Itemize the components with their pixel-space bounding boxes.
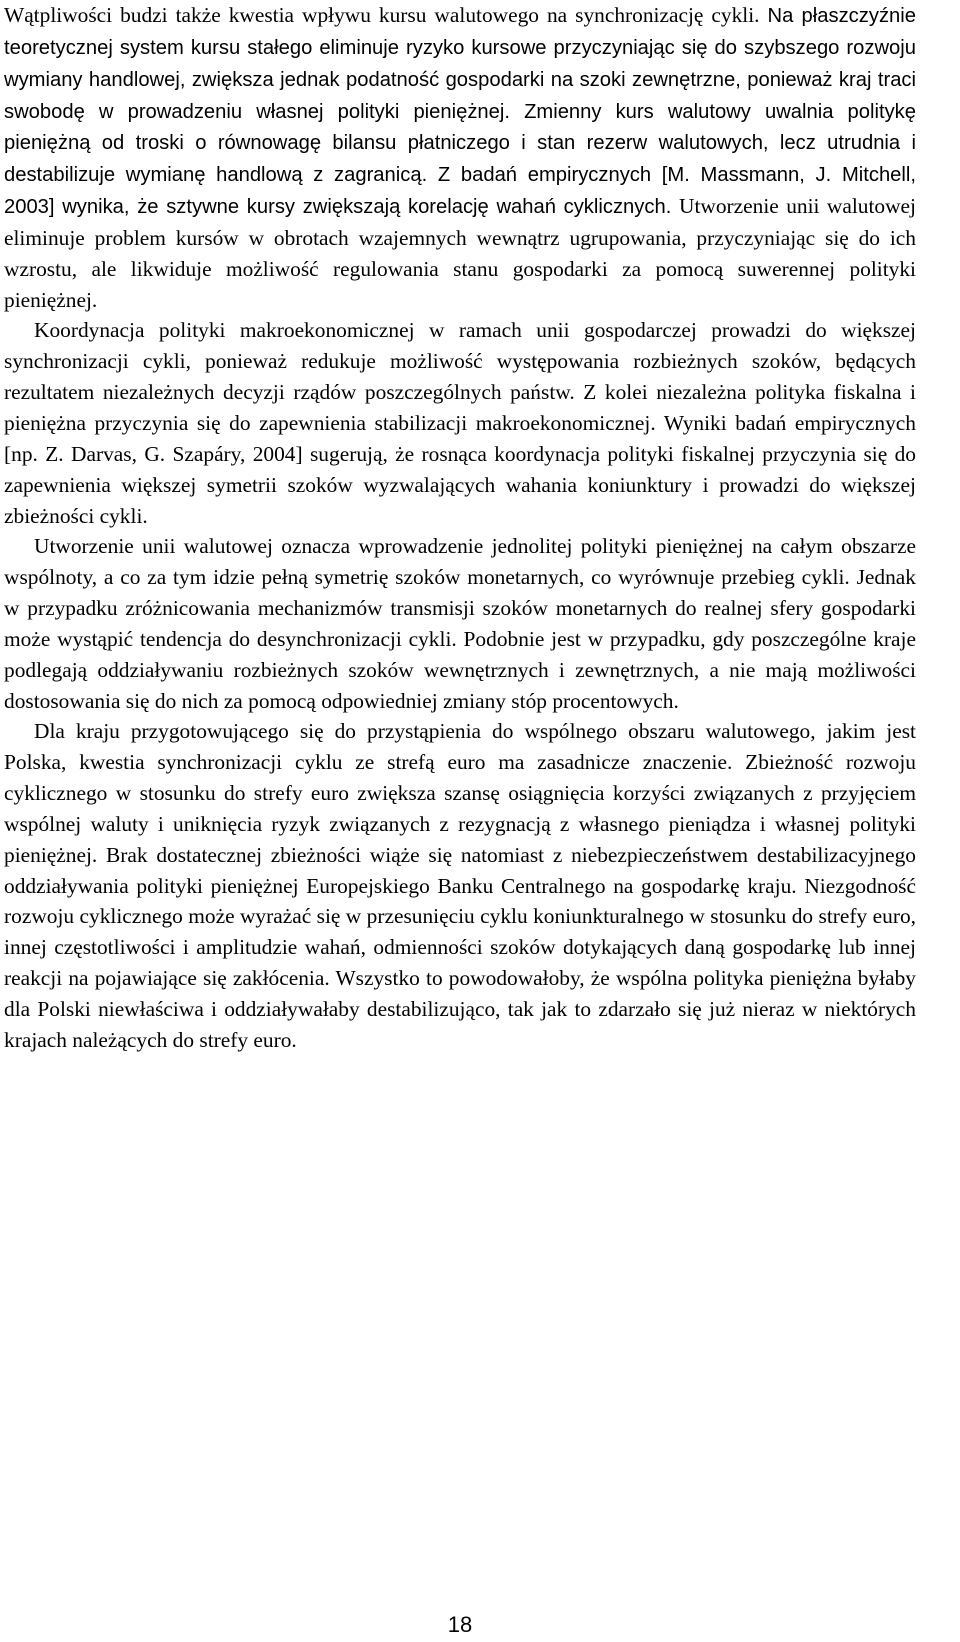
page-number: 18 [447, 1612, 473, 1637]
paragraph-1-segment-2: Na płaszczyźnie teoretycznej system kursu stałego eliminuje ryzyko kursowe przyczyniając się do szybszego rozwoju wymiany handlowej, zwiększa jednak podatność gospodarki na szoki zewnętrzne, ponieważ kraj traci swobodę w prowadzeniu własnej polityki pieniężnej. Zmienny kurs walutowy uwalnia politykę pieniężną od troski o równowagę bilansu płatniczego i stan rezerw walutowych, lecz utrudnia i destabilizuje wymianę handlową z zagranicą. Z badań empirycznych [M. Massmann, J. Mitchell, 2003] wynika, że sztywne kursy zwiększają korelację wahań cyklicznych. [4, 5, 916, 219]
paragraph-2: Koordynacja polityki makroekonomicznej w ramach unii gospodarczej prowadzi do większej synchronizacji cykli, ponieważ redukuje możliwość występowania rozbieżnych szoków, będących rezultatem niezależnych decyzji rządów poszczególnych państw. Z kolei niezależna polityka fiskalna i pieniężna przyczynia się do zapewnienia stabilizacji makroekonomicznej. Wyniki badań empirycznych [np. Z. Darvas, G. Szapáry, 2004] sugerują, że rosnąca koordynacja polityki fiskalnej przyczynia się do zapewnienia większej symetrii szoków wyzwalających wahania koniunktury i prowadzi do większej zbieżności cykli. [4, 318, 916, 528]
paragraph-1 [4, 0, 916, 315]
paragraph-4: Dla kraju przygotowującego się do przystąpienia do wspólnego obszaru walutowego, jakim jest Polska, kwestia synchronizacji cyklu ze strefą euro ma zasadnicze znaczenie. Zbieżność rozwoju cyklicznego w stosunku do strefy euro zwiększa szansę osiągnięcia korzyści związanych z przyjęciem wspólnej waluty i uniknięcia ryzyk związanych z rezygnacją z własnego pieniądza i własnej polityki pieniężnej. Brak dostatecznej zbieżności wiąże się natomiast z niebezpieczeństwem destabilizacyjnego oddziaływania polityki pieniężnej Europejskiego Banku Centralnego na gospodarkę kraju. Niezgodność rozwoju cyklicznego może wyrażać się w przesunięciu cyklu koniunkturalnego w stosunku do strefy euro, innej częstotliwości i amplitudzie wahań, odmienności szoków dotykających daną gospodarkę lub innej reakcji na pojawiające się zakłócenia. Wszystko to powodowałoby, że wspólna polityka pieniężna byłaby dla Polski niewłaściwa i oddziaływałaby destabilizująco, tak jak to zdarzało się już nieraz w niektórych krajach należących do strefy euro. [4, 719, 916, 1052]
paragraph-1-segment-3: Utworzenie unii walutowej eliminuje problem kursów w obrotach wzajemnych wewnątrz ugrupowania, przyczyniając się do ich wzrostu, ale likwiduje możliwość regulowania stanu gospodarki za pomocą suwerennej polityki pieniężnej. [4, 194, 916, 312]
page-body [4, 0, 916, 1056]
paragraph-3: Utworzenie unii walutowej oznacza wprowadzenie jednolitej polityki pieniężnej na całym obszarze wspólnoty, a co za tym idzie pełną symetrię szoków monetarnych, co wyrównuje przebieg cykli. Jednak w przypadku zróżnicowania mechanizmów transmisji szoków monetarnych do realnej sfery gospodarki może wystąpić tendencja do desynchronizacji cykli. Podobnie jest w przypadku, gdy poszczególne kraje podlegają oddziaływaniu rozbieżnych szoków wewnętrznych i zewnętrznych, a nie mają możliwości dostosowania się do nich za pomocą odpowiedniej zmiany stóp procentowych. [4, 534, 916, 713]
paragraph-1-segment-1: Wątpliwości budzi także kwestia wpływu kursu walutowego na synchronizację cykli. [4, 3, 768, 27]
